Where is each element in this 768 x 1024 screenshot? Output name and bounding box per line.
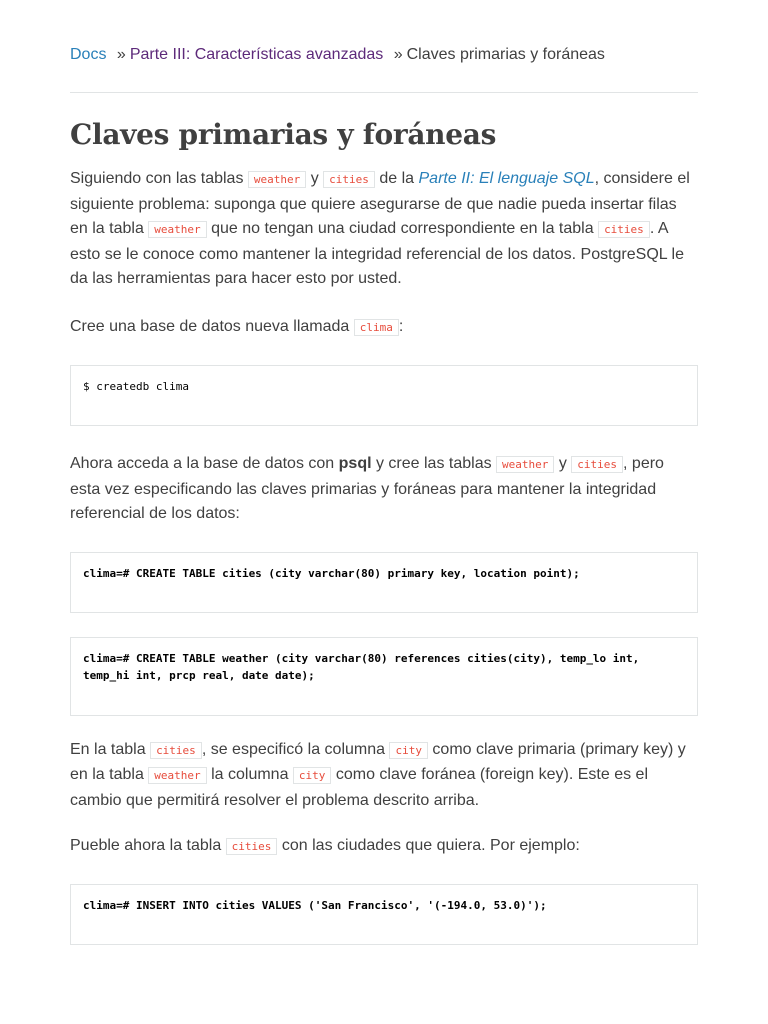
text: En la tabla [70, 740, 151, 758]
paragraph-intro [70, 167, 698, 292]
text: y cree las tablas [371, 455, 497, 472]
text: con las ciudades que quiera. Por ejemplo: [277, 837, 580, 854]
code-block-create-weather: clima=# CREATE TABLE weather (city varchar(80) references cities(city), temp_lo int, temp_hi int, prcp real, date date); [70, 637, 698, 716]
text: como clave foránea (foreign key). Este es el cambio que permitirá resolver el problema descrito arriba. [70, 766, 648, 809]
text: Siguiendo con las tablas [70, 170, 248, 187]
text: Ahora acceda a la base de datos con [70, 455, 339, 472]
paragraph-psql [70, 452, 698, 527]
text: Pueble ahora la tabla [70, 837, 226, 854]
text: , se especificó la columna [201, 740, 390, 758]
text: . A esto se le conoce como mantener la integridad referencial de los datos. PostgreSQL le da las herramientas para hacer esto por usted. [70, 220, 684, 287]
breadcrumb-part-link[interactable]: Parte III: Características avanzadas [129, 46, 384, 63]
inline-code: cities [571, 456, 623, 473]
inline-code: cities [323, 171, 375, 188]
code-block-insert-cities: clima=# INSERT INTO cities VALUES ('San Francisco', '(-194.0, 53.0)'); [70, 884, 698, 945]
text: de la [374, 170, 419, 187]
inline-code: cities [598, 221, 650, 238]
breadcrumb-separator: » [393, 46, 403, 63]
code-block-create-cities: clima=# CREATE TABLE cities (city varchar(80) primary key, location point); [70, 552, 698, 613]
code-block-createdb: $ createdb clima [70, 365, 698, 426]
text: y [306, 170, 324, 187]
inline-code: clima [354, 319, 399, 336]
sql-language-link[interactable]: Parte II: El lenguaje SQL [418, 170, 595, 187]
breadcrumb-separator: » [116, 46, 126, 63]
inline-code: cities [150, 742, 202, 759]
text: , considere el siguiente problema: suponga que quiere asegurarse de que nadie pueda insertar filas en la tabla [70, 170, 690, 237]
paragraph-create-db [70, 315, 698, 341]
inline-code: city [389, 742, 428, 759]
text: , pero esta vez especificando las claves primarias y foráneas para mantener la integridad referencial de los datos: [70, 455, 664, 522]
inline-code: city [293, 767, 332, 784]
text: Cree una base de datos nueva llamada [70, 317, 354, 335]
inline-code: weather [148, 221, 206, 238]
divider [70, 92, 698, 93]
paragraph-keys-explanation [70, 738, 698, 814]
text: : [398, 317, 404, 335]
page-title: Claves primarias y foráneas [70, 118, 497, 151]
inline-code: weather [148, 767, 206, 784]
inline-code: cities [226, 838, 278, 855]
inline-code: weather [248, 171, 306, 188]
text: la columna [206, 766, 293, 783]
inline-code: weather [496, 456, 554, 473]
text: y [554, 455, 572, 472]
text: que no tengan una ciudad correspondiente en la tabla [206, 220, 599, 237]
breadcrumb [70, 0, 698, 66]
paragraph-populate [70, 834, 698, 860]
breadcrumb-current: Claves primarias y foráneas [406, 46, 605, 63]
breadcrumb-docs-link[interactable]: Docs [70, 46, 107, 63]
command-name: psql [338, 455, 372, 472]
text: como clave primaria (primary key) y en la tabla [70, 740, 686, 783]
